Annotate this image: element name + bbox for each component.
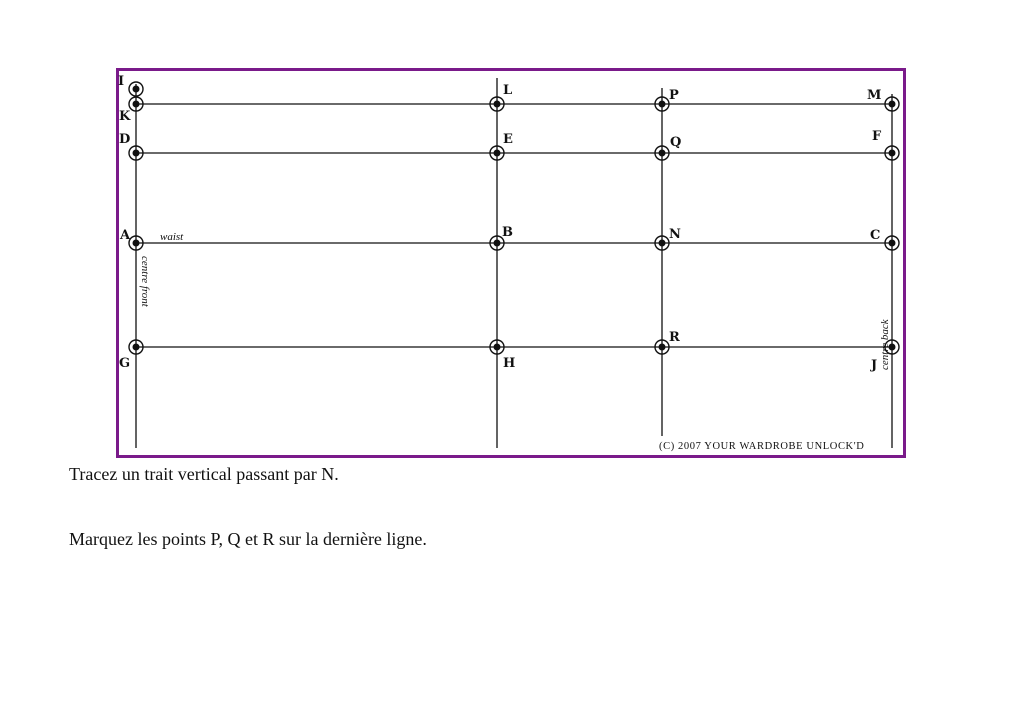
point-label-f: F	[872, 129, 882, 144]
copyright-notice: (C) 2007 YOUR WARDROBE UNLOCK'D	[659, 441, 865, 452]
instruction-line-1: Tracez un trait vertical passant par N.	[69, 464, 339, 484]
point-label-j: J	[871, 358, 878, 373]
point-label-r: R	[669, 330, 680, 345]
point-label-q: Q	[670, 135, 682, 150]
diagram-frame	[118, 70, 905, 457]
centre-back-label: centre back	[879, 319, 891, 370]
point-label-m: M	[867, 88, 882, 103]
instruction-line-2: Marquez les points P, Q et R sur la dernière ligne.	[69, 529, 427, 549]
point-label-l: L	[503, 83, 513, 98]
pattern-diagram	[116, 68, 906, 458]
waist-label: waist	[160, 231, 184, 243]
centre-front-label: centre front	[139, 256, 151, 307]
point-label-b: B	[502, 225, 513, 240]
point-label-c: C	[870, 228, 881, 243]
point-label-a: A	[120, 228, 131, 243]
point-label-h: H	[503, 356, 516, 371]
point-label-g: G	[119, 356, 131, 371]
point-label-i: I	[118, 74, 125, 89]
point-label-k: K	[119, 109, 131, 124]
point-label-e: E	[503, 132, 513, 147]
point-label-n: N	[669, 227, 681, 242]
point-label-p: P	[669, 88, 679, 103]
point-label-d: D	[119, 132, 131, 147]
